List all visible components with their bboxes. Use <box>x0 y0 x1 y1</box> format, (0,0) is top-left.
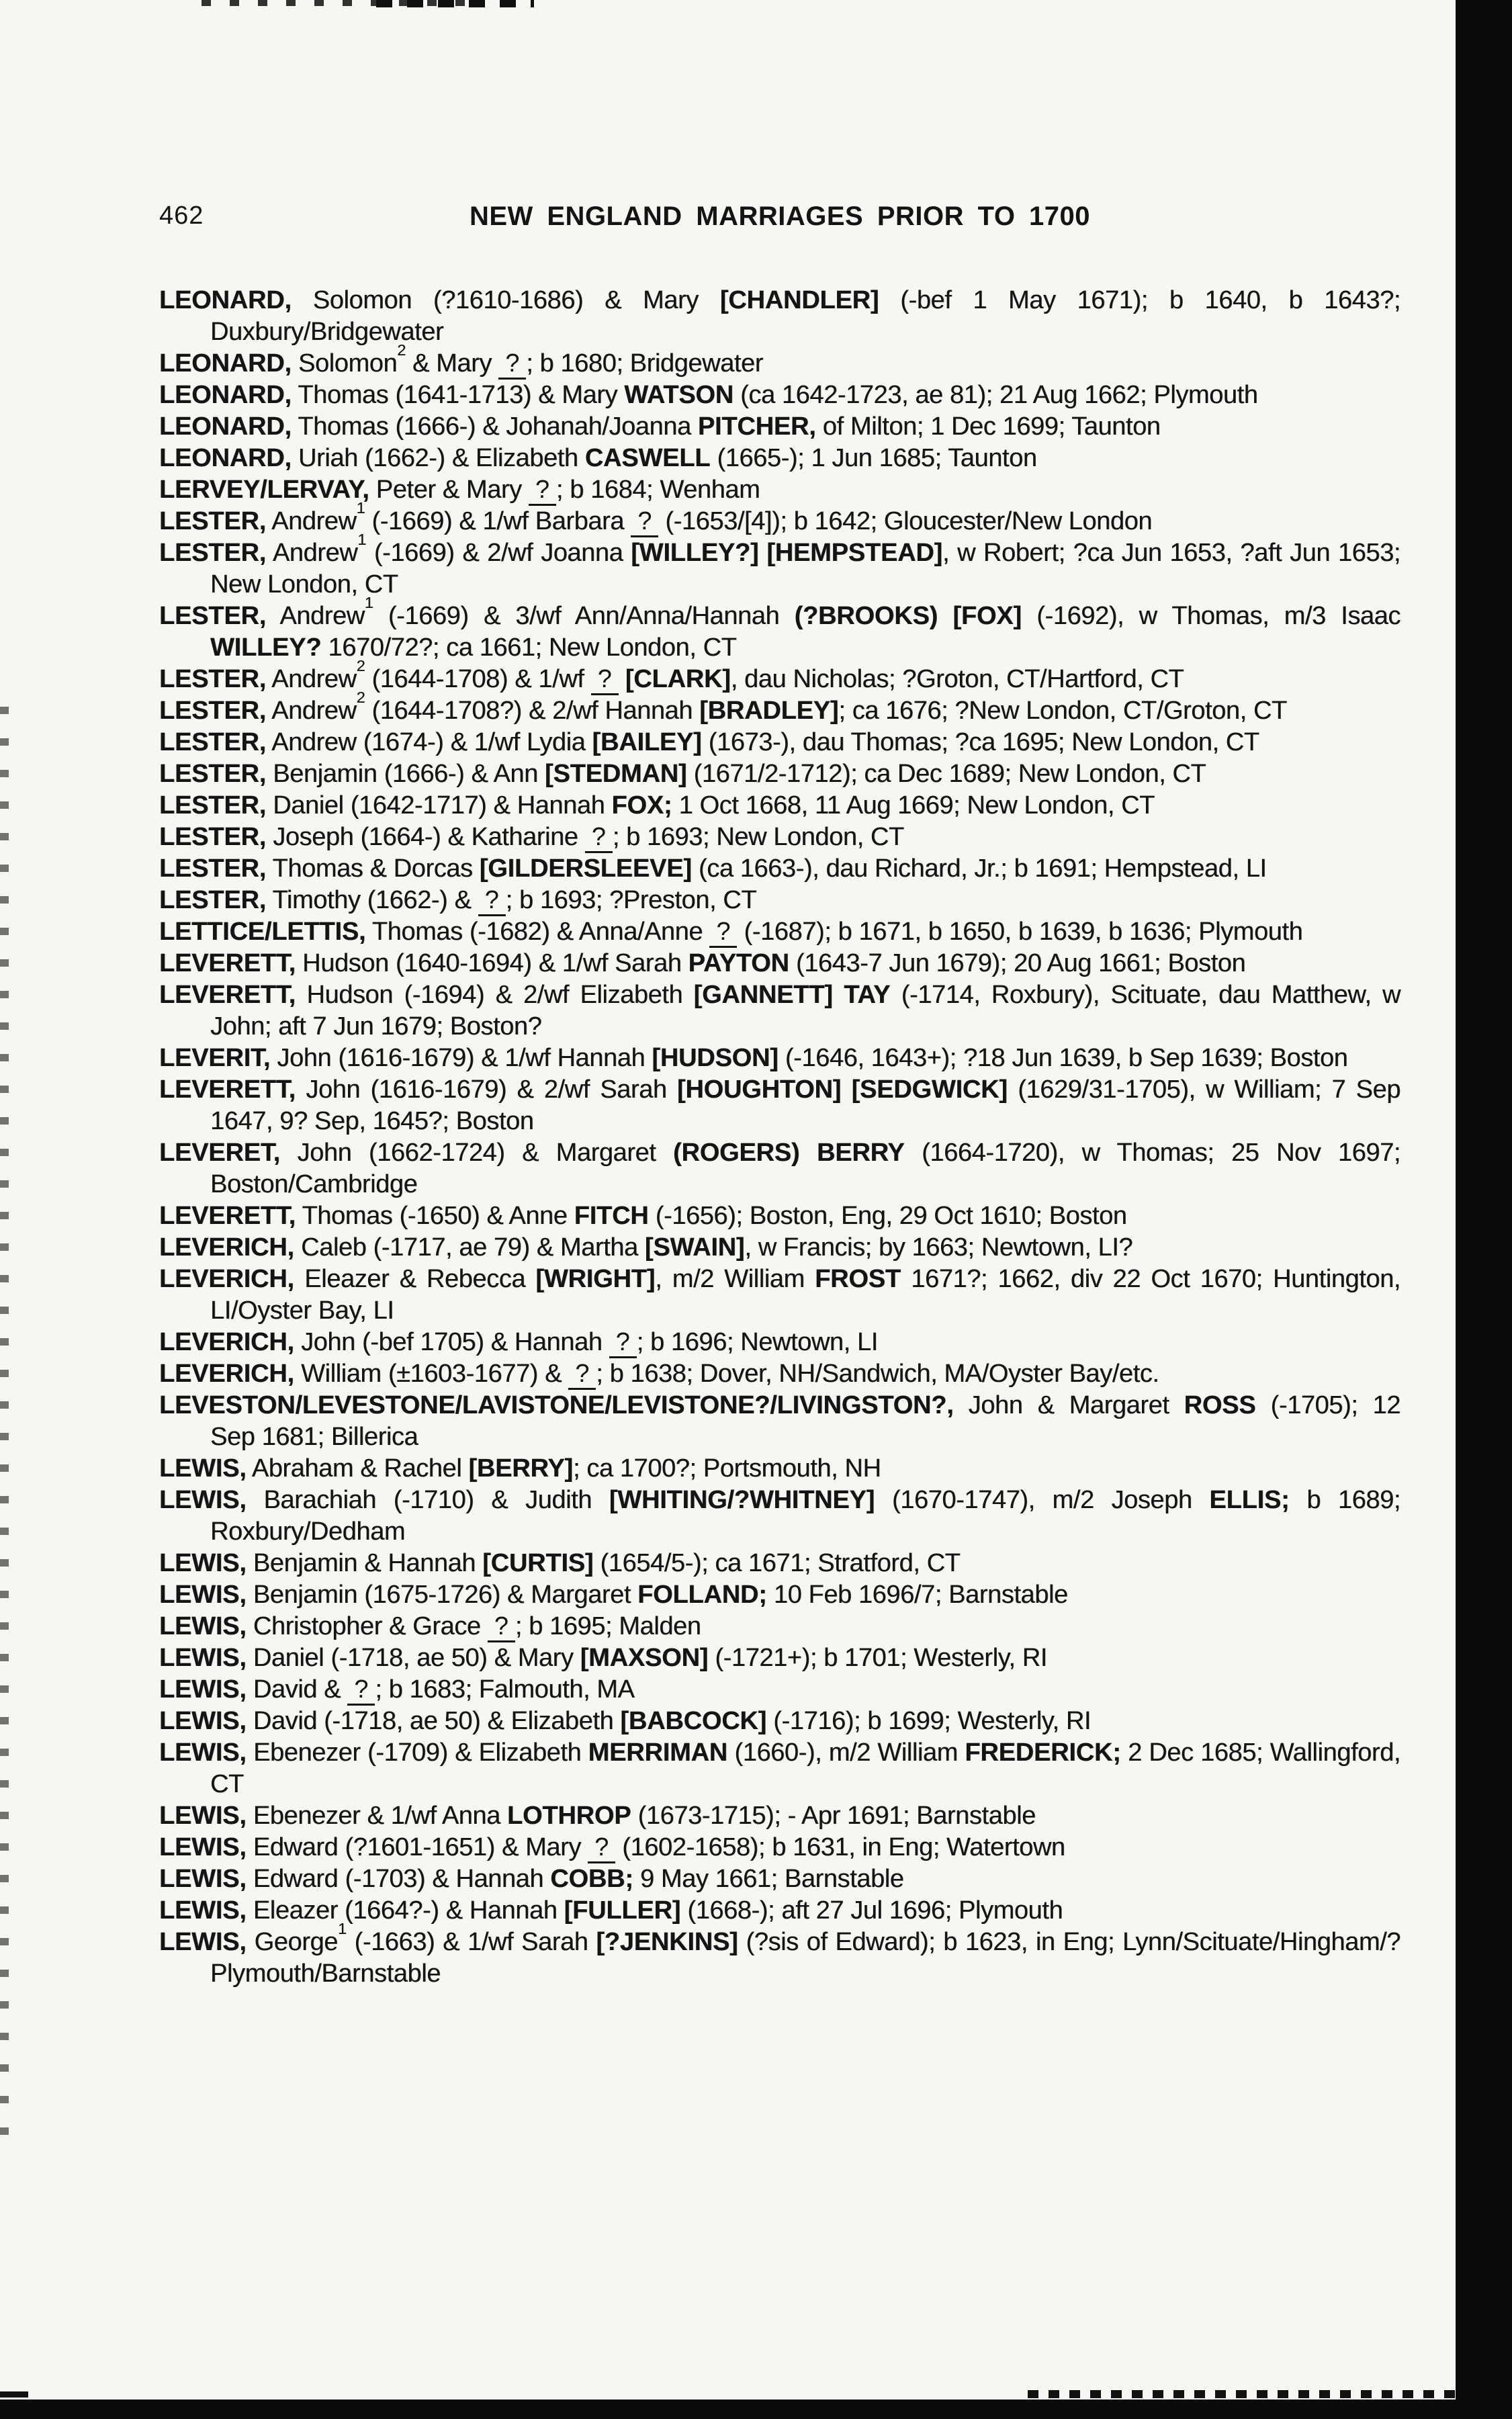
scan-gutter-bottom <box>0 2400 1512 2419</box>
entry: LEWIS, Ebenezer & 1/wf Anna LOTHROP (1673-1715); - Apr 1691; Barnstable <box>159 1802 1036 1830</box>
scan-artifact-bottom-edge <box>1028 2390 1456 2398</box>
scan-artifact-bottom-left <box>0 2391 28 2398</box>
entry: LEWIS, Ebenezer (-1709) & Elizabeth MERRIMAN (1660-), m/2 William FREDERICK; 2 Dec 1685; Wallingford, CT <box>159 1739 1401 1798</box>
entry: LERVEY/LERVAY, Peter & Mary ? ; b 1684; Wenham <box>159 474 1400 506</box>
entry: LEONARD, Thomas (1641-1713) & Mary WATSON (ca 1642-1723, ae 81); 21 Aug 1662; Plymouth <box>159 381 1258 409</box>
entry: LESTER, Andrew$^1$ (-1669) & 2/wf Joanna [WILLEY?] [HEMPSTEAD], w Robert; ?ca Jun 1653, ?aft Jun 1653; New London, CT <box>159 530 1400 599</box>
entry: LEWIS, Barachiah (-1710) & Judith [WHITING/?WHITNEY] (1670-1747), m/2 Joseph ELLIS; b 1689; Roxbury/Dedham <box>159 1486 1400 1546</box>
entry: LESTER, Andrew (1674-) & 1/wf Lydia [BAILEY] (1673-), dau Thomas; ?ca 1695; New London, CT <box>159 728 1259 756</box>
page-number: 462 <box>159 202 204 230</box>
scan-gutter-right <box>1456 0 1512 2419</box>
entry: LESTER, Thomas & Dorcas [GILDERSLEEVE] (ca 1663-), dau Richard, Jr.; b 1691; Hempstead, LI <box>159 854 1267 883</box>
entry: LESTER, Andrew$^2$ (1644-1708) & 1/wf ? [CLARK], dau Nicholas; ?Groton, CT/Hartford, CT <box>159 664 1400 695</box>
entry: LESTER, Timothy (1662-) & ? ; b 1693; ?Preston, CT <box>159 885 1400 916</box>
entry: LESTER, Daniel (1642-1717) & Hannah FOX; 1 Oct 1668, 11 Aug 1669; New London, CT <box>159 791 1155 820</box>
entry: LEONARD, Uriah (1662-) & Elizabeth CASWELL (1665-); 1 Jun 1685; Taunton <box>159 444 1037 472</box>
entry: LEVERICH, John (-bef 1705) & Hannah ? ; b 1696; Newtown, LI <box>159 1327 1400 1358</box>
entry: LEVERICH, Eleazer & Rebecca [WRIGHT], m/2 William FROST 1671?; 1662, div 22 Oct 1670; Huntington, LI/Oyster Bay, LI <box>159 1265 1400 1325</box>
entry: LESTER, Andrew$^1$ (-1669) & 3/wf Ann/Anna/Hannah (?BROOKS) [FOX] (-1692), w Thomas, m/3 Isaac WILLEY? 1670/72?; ca 1661; New London, CT <box>159 593 1400 662</box>
entry: LESTER, Andrew$^1$ (-1669) & 1/wf Barbara ? (-1653/[4]); b 1642; Gloucester/New London <box>159 506 1400 537</box>
scan-artifact-top-edge-heavy <box>376 0 534 7</box>
entries-list <box>159 285 1400 1990</box>
entry: LEWIS, Eleazer (1664?-) & Hannah [FULLER] (1668-); aft 27 Jul 1696; Plymouth <box>159 1896 1063 1925</box>
entry: LEVERETT, Hudson (1640-1694) & 1/wf Sarah PAYTON (1643-7 Jun 1679); 20 Aug 1661; Boston <box>159 949 1246 977</box>
entry: LEWIS, Christopher & Grace ? ; b 1695; Malden <box>159 1611 1400 1642</box>
entry: LEWIS, Edward (-1703) & Hannah COBB; 9 May 1661; Barnstable <box>159 1865 904 1893</box>
entry: LEVESTON/LEVESTONE/LAVISTONE/LEVISTONE?/LIVINGSTON?, John & Margaret ROSS (-1705); 12 Sep 1681; Billerica <box>159 1391 1401 1451</box>
entry: LEWIS, Daniel (-1718, ae 50) & Mary [MAXSON] (-1721+); b 1701; Westerly, RI <box>159 1644 1047 1672</box>
entry: LESTER, Andrew$^2$ (1644-1708?) & 2/wf Hannah [BRADLEY]; ca 1676; ?New London, CT/Groton, CT <box>159 688 1287 725</box>
entry: LEVERETT, Thomas (-1650) & Anne FITCH (-1656); Boston, Eng, 29 Oct 1610; Boston <box>159 1202 1127 1230</box>
entry: LEWIS, George$^1$ (-1663) & 1/wf Sarah [?JENKINS] (?sis of Edward); b 1623, in Eng; Lynn/Scituate/Hingham/?Plymouth/Barnstable <box>159 1919 1400 1988</box>
entry: LEONARD, Thomas (1666-) & Johanah/Joanna PITCHER, of Milton; 1 Dec 1699; Taunton <box>159 412 1161 441</box>
entry: LEWIS, Benjamin & Hannah [CURTIS] (1654/5-); ca 1671; Stratford, CT <box>159 1549 961 1577</box>
entry: LEVERICH, Caleb (-1717, ae 79) & Martha [SWAIN], w Francis; by 1663; Newtown, LI? <box>159 1233 1133 1262</box>
entry: LEWIS, Edward (?1601-1651) & Mary ? (1602-1658); b 1631, in Eng; Watertown <box>159 1832 1400 1863</box>
entry: LEWIS, Abraham & Rachel [BERRY]; ca 1700?; Portsmouth, NH <box>159 1454 881 1483</box>
entry: LEVERIT, John (1616-1679) & 1/wf Hannah [HUDSON] (-1646, 1643+); ?18 Jun 1639, b Sep 1639; Boston <box>159 1044 1348 1072</box>
entry: LESTER, Benjamin (1666-) & Ann [STEDMAN] (1671/2-1712); ca Dec 1689; New London, CT <box>159 760 1206 788</box>
entry: LEONARD, Solomon (?1610-1686) & Mary [CHANDLER] (-bef 1 May 1671); b 1640, b 1643?; Duxbury/Bridgewater <box>159 286 1401 346</box>
entry: LEVERICH, William (±1603-1677) & ? ; b 1638; Dover, NH/Sandwich, MA/Oyster Bay/etc. <box>159 1358 1400 1390</box>
page-header <box>159 202 1400 234</box>
entry: LESTER, Joseph (1664-) & Katharine ? ; b 1693; New London, CT <box>159 822 1400 853</box>
entry: LEONARD, Solomon$^2$ & Mary ? ; b 1680; Bridgewater <box>159 348 1400 380</box>
entry: LEWIS, David & ? ; b 1683; Falmouth, MA <box>159 1674 1400 1706</box>
entry: LEWIS, David (-1718, ae 50) & Elizabeth [BABCOCK] (-1716); b 1699; Westerly, RI <box>159 1707 1092 1735</box>
entry: LETTICE/LETTIS, Thomas (-1682) & Anna/Anne ? (-1687); b 1671, b 1650, b 1639, b 1636; Plymouth <box>159 916 1400 948</box>
page-title: NEW ENGLAND MARRIAGES PRIOR TO 1700 <box>469 202 1091 231</box>
scan-artifact-left-edge <box>0 707 9 2158</box>
entry: LEVERETT, Hudson (-1694) & 2/wf Elizabeth [GANNETT] TAY (-1714, Roxbury), Scituate, dau Matthew, w John; aft 7 Jun 1679; Boston? <box>159 981 1400 1041</box>
entry: LEVERETT, John (1616-1679) & 2/wf Sarah [HOUGHTON] [SEDGWICK] (1629/31-1705), w William; 7 Sep 1647, 9? Sep, 1645?; Boston <box>159 1075 1400 1135</box>
entry: LEWIS, Benjamin (1675-1726) & Margaret FOLLAND; 10 Feb 1696/7; Barnstable <box>159 1581 1068 1609</box>
entry: LEVERET, John (1662-1724) & Margaret (ROGERS) BERRY (1664-1720), w Thomas; 25 Nov 1697; Boston/Cambridge <box>159 1139 1400 1198</box>
